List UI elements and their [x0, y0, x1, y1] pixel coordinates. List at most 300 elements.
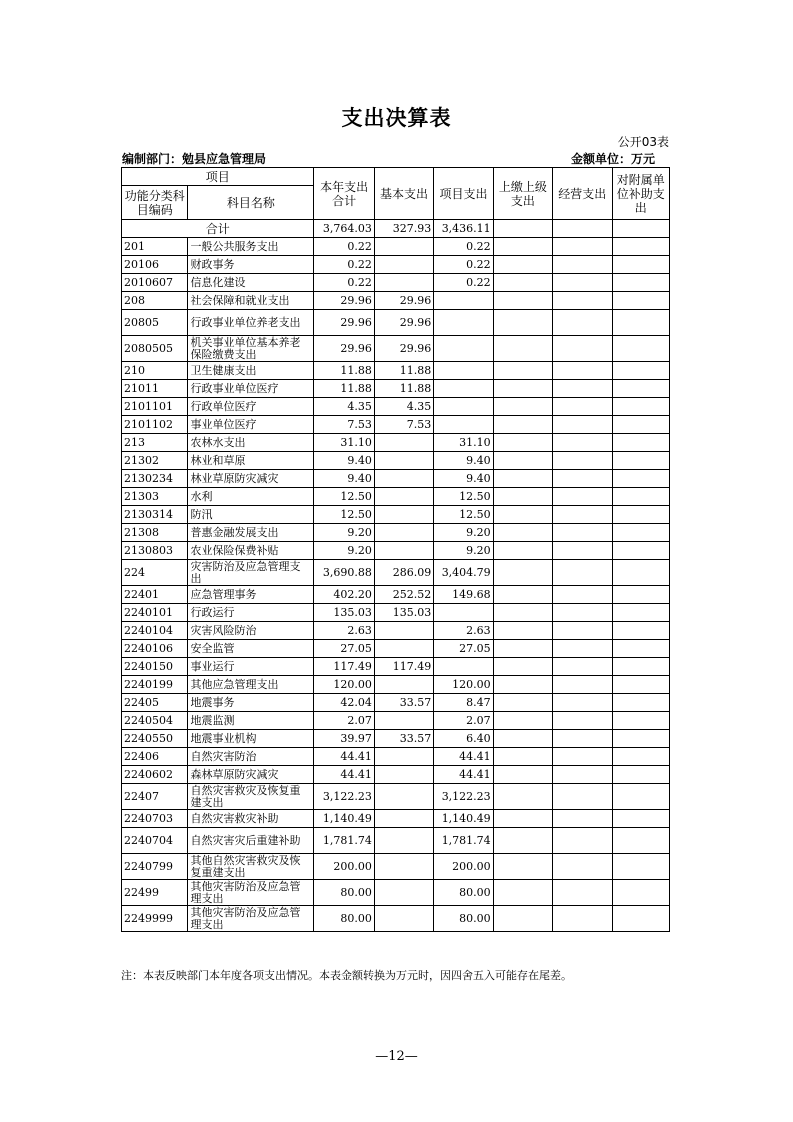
row-code: 210	[122, 362, 188, 380]
row-total: 29.96	[314, 292, 374, 310]
row-project: 120.00	[434, 676, 493, 694]
row-subsidy	[612, 274, 669, 292]
row-business	[553, 748, 612, 766]
row-subsidy	[612, 310, 669, 336]
row-total: 27.05	[314, 640, 374, 658]
row-basic: 33.57	[374, 730, 433, 748]
row-name: 林业和草原	[188, 452, 314, 470]
row-total: 9.20	[314, 542, 374, 560]
table-row	[122, 292, 670, 310]
row-basic	[374, 470, 433, 488]
row-project	[434, 292, 493, 310]
row-basic	[374, 238, 433, 256]
row-code: 22407	[122, 784, 188, 810]
row-basic: 286.09	[374, 560, 433, 586]
row-subsidy	[612, 470, 669, 488]
row-basic: 135.03	[374, 604, 433, 622]
table-row	[122, 880, 670, 906]
row-subsidy	[612, 694, 669, 712]
row-code: 21303	[122, 488, 188, 506]
row-name: 农林水支出	[188, 434, 314, 452]
row-project: 1,140.49	[434, 810, 493, 828]
row-upper	[493, 336, 552, 362]
row-name: 应急管理事务	[188, 586, 314, 604]
header-subsidy: 对附属单位补助支出	[612, 168, 669, 220]
row-business	[553, 542, 612, 560]
row-basic	[374, 622, 433, 640]
row-name: 灾害防治及应急管理支出	[188, 560, 314, 586]
row-total: 80.00	[314, 906, 374, 932]
row-total: 135.03	[314, 604, 374, 622]
row-name: 灾害风险防治	[188, 622, 314, 640]
row-name: 地震监测	[188, 712, 314, 730]
row-subsidy	[612, 676, 669, 694]
table-row	[122, 470, 670, 488]
row-project: 80.00	[434, 880, 493, 906]
row-total: 1,781.74	[314, 828, 374, 854]
row-code: 2101102	[122, 416, 188, 434]
header-upper: 上缴上级支出	[493, 168, 552, 220]
row-name: 社会保障和就业支出	[188, 292, 314, 310]
expenditure-table	[121, 167, 670, 932]
row-project: 31.10	[434, 434, 493, 452]
row-code: 2240106	[122, 640, 188, 658]
row-total: 0.22	[314, 238, 374, 256]
row-upper	[493, 416, 552, 434]
row-basic	[374, 256, 433, 274]
table-row	[122, 828, 670, 854]
row-name: 行政事业单位养老支出	[188, 310, 314, 336]
row-business	[553, 640, 612, 658]
row-basic: 4.35	[374, 398, 433, 416]
row-subsidy	[612, 416, 669, 434]
total-upper	[493, 220, 552, 238]
total-subsidy	[612, 220, 669, 238]
row-basic	[374, 766, 433, 784]
row-total: 120.00	[314, 676, 374, 694]
row-total: 11.88	[314, 380, 374, 398]
row-business	[553, 828, 612, 854]
row-basic	[374, 488, 433, 506]
table-row	[122, 524, 670, 542]
row-code: 2240199	[122, 676, 188, 694]
row-name: 自然灾害灾后重建补助	[188, 828, 314, 854]
row-business	[553, 622, 612, 640]
row-business	[553, 854, 612, 880]
row-project: 6.40	[434, 730, 493, 748]
row-total: 4.35	[314, 398, 374, 416]
row-name: 自然灾害防治	[188, 748, 314, 766]
row-basic: 7.53	[374, 416, 433, 434]
row-project: 9.20	[434, 542, 493, 560]
row-upper	[493, 640, 552, 658]
row-basic: 11.88	[374, 362, 433, 380]
row-project	[434, 380, 493, 398]
row-total: 2.63	[314, 622, 374, 640]
row-upper	[493, 452, 552, 470]
row-upper	[493, 398, 552, 416]
table-row	[122, 380, 670, 398]
row-project: 149.68	[434, 586, 493, 604]
row-project	[434, 398, 493, 416]
row-code: 20106	[122, 256, 188, 274]
row-code: 2249999	[122, 906, 188, 932]
row-project: 9.40	[434, 452, 493, 470]
row-total: 44.41	[314, 748, 374, 766]
row-total: 3,122.23	[314, 784, 374, 810]
row-business	[553, 452, 612, 470]
row-subsidy	[612, 906, 669, 932]
table-row	[122, 256, 670, 274]
row-total: 44.41	[314, 766, 374, 784]
row-basic: 252.52	[374, 586, 433, 604]
total-amount: 3,764.03	[314, 220, 374, 238]
row-business	[553, 712, 612, 730]
row-subsidy	[612, 380, 669, 398]
row-project	[434, 604, 493, 622]
table-row	[122, 434, 670, 452]
row-name: 行政运行	[188, 604, 314, 622]
row-basic	[374, 748, 433, 766]
row-basic	[374, 506, 433, 524]
row-total: 402.20	[314, 586, 374, 604]
row-upper	[493, 712, 552, 730]
row-total: 42.04	[314, 694, 374, 712]
row-upper	[493, 506, 552, 524]
row-project: 1,781.74	[434, 828, 493, 854]
row-upper	[493, 238, 552, 256]
row-business	[553, 784, 612, 810]
row-name: 自然灾害救灾补助	[188, 810, 314, 828]
row-subsidy	[612, 586, 669, 604]
row-total: 7.53	[314, 416, 374, 434]
table-row	[122, 560, 670, 586]
row-upper	[493, 622, 552, 640]
table-row	[122, 622, 670, 640]
row-upper	[493, 658, 552, 676]
table-row	[122, 542, 670, 560]
row-subsidy	[612, 560, 669, 586]
row-upper	[493, 524, 552, 542]
row-business	[553, 658, 612, 676]
total-project: 3,436.11	[434, 220, 493, 238]
row-name: 普惠金融发展支出	[188, 524, 314, 542]
table-row	[122, 452, 670, 470]
total-row	[122, 220, 670, 238]
row-subsidy	[612, 748, 669, 766]
row-business	[553, 560, 612, 586]
row-project: 9.20	[434, 524, 493, 542]
row-business	[553, 238, 612, 256]
row-business	[553, 880, 612, 906]
row-basic: 29.96	[374, 310, 433, 336]
row-name: 农业保险保费补贴	[188, 542, 314, 560]
row-business	[553, 488, 612, 506]
row-name: 森林草原防灾减灾	[188, 766, 314, 784]
table-row	[122, 604, 670, 622]
row-total: 9.40	[314, 470, 374, 488]
row-project	[434, 658, 493, 676]
row-basic	[374, 452, 433, 470]
row-subsidy	[612, 506, 669, 524]
row-code: 2130803	[122, 542, 188, 560]
row-name: 其他灾害防治及应急管理支出	[188, 880, 314, 906]
row-upper	[493, 560, 552, 586]
row-total: 0.22	[314, 256, 374, 274]
table-row	[122, 712, 670, 730]
row-code: 22499	[122, 880, 188, 906]
row-basic	[374, 712, 433, 730]
row-code: 2240104	[122, 622, 188, 640]
row-subsidy	[612, 854, 669, 880]
row-subsidy	[612, 880, 669, 906]
row-name: 其他自然灾害救灾及恢复重建支出	[188, 854, 314, 880]
row-code: 22406	[122, 748, 188, 766]
row-business	[553, 506, 612, 524]
table-row	[122, 274, 670, 292]
row-total: 29.96	[314, 336, 374, 362]
row-business	[553, 766, 612, 784]
row-subsidy	[612, 542, 669, 560]
row-subsidy	[612, 336, 669, 362]
row-subsidy	[612, 810, 669, 828]
row-upper	[493, 542, 552, 560]
table-row	[122, 854, 670, 880]
row-basic: 11.88	[374, 380, 433, 398]
row-upper	[493, 880, 552, 906]
row-name: 卫生健康支出	[188, 362, 314, 380]
row-code: 2130314	[122, 506, 188, 524]
row-basic: 29.96	[374, 336, 433, 362]
row-name: 一般公共服务支出	[188, 238, 314, 256]
row-code: 21011	[122, 380, 188, 398]
row-name: 事业单位医疗	[188, 416, 314, 434]
row-total: 200.00	[314, 854, 374, 880]
row-name: 地震事业机构	[188, 730, 314, 748]
table-row	[122, 676, 670, 694]
row-total: 1,140.49	[314, 810, 374, 828]
row-subsidy	[612, 362, 669, 380]
row-upper	[493, 256, 552, 274]
row-total: 0.22	[314, 274, 374, 292]
row-basic	[374, 640, 433, 658]
row-business	[553, 730, 612, 748]
row-upper	[493, 748, 552, 766]
total-basic: 327.93	[374, 220, 433, 238]
row-total: 11.88	[314, 362, 374, 380]
row-project: 3,122.23	[434, 784, 493, 810]
row-business	[553, 604, 612, 622]
row-project: 80.00	[434, 906, 493, 932]
row-subsidy	[612, 604, 669, 622]
row-basic	[374, 274, 433, 292]
row-name: 行政单位医疗	[188, 398, 314, 416]
row-total: 117.49	[314, 658, 374, 676]
table-row	[122, 416, 670, 434]
row-subsidy	[612, 452, 669, 470]
row-project: 2.63	[434, 622, 493, 640]
form-number: 公开03表	[617, 135, 669, 149]
row-basic	[374, 434, 433, 452]
row-business	[553, 694, 612, 712]
header-project: 项目支出	[434, 168, 493, 220]
row-code: 201	[122, 238, 188, 256]
row-basic	[374, 542, 433, 560]
row-upper	[493, 810, 552, 828]
header-basic: 基本支出	[374, 168, 433, 220]
table-row	[122, 658, 670, 676]
row-name: 地震事务	[188, 694, 314, 712]
row-business	[553, 274, 612, 292]
table-row	[122, 640, 670, 658]
row-subsidy	[612, 712, 669, 730]
table-row	[122, 310, 670, 336]
row-name: 水利	[188, 488, 314, 506]
amount-unit: 金额单位：万元	[570, 152, 655, 166]
row-upper	[493, 784, 552, 810]
row-business	[553, 434, 612, 452]
row-project	[434, 362, 493, 380]
table-row	[122, 810, 670, 828]
row-code: 2130234	[122, 470, 188, 488]
row-name: 林业草原防灾减灾	[188, 470, 314, 488]
row-subsidy	[612, 398, 669, 416]
row-name: 机关事业单位基本养老保险缴费支出	[188, 336, 314, 362]
row-total: 3,690.88	[314, 560, 374, 586]
row-name: 信息化建设	[188, 274, 314, 292]
table-row	[122, 784, 670, 810]
row-basic	[374, 784, 433, 810]
row-subsidy	[612, 292, 669, 310]
row-basic	[374, 524, 433, 542]
row-upper	[493, 676, 552, 694]
row-project: 0.22	[434, 274, 493, 292]
row-name: 行政事业单位医疗	[188, 380, 314, 398]
row-business	[553, 586, 612, 604]
table-row	[122, 336, 670, 362]
row-total: 9.40	[314, 452, 374, 470]
row-subsidy	[612, 622, 669, 640]
row-code: 2240504	[122, 712, 188, 730]
header-code: 功能分类科目编码	[122, 186, 188, 220]
row-name: 安全监管	[188, 640, 314, 658]
row-project	[434, 416, 493, 434]
row-project: 44.41	[434, 748, 493, 766]
row-upper	[493, 604, 552, 622]
row-upper	[493, 906, 552, 932]
row-business	[553, 362, 612, 380]
row-subsidy	[612, 730, 669, 748]
row-total: 29.96	[314, 310, 374, 336]
table-row	[122, 748, 670, 766]
row-upper	[493, 828, 552, 854]
row-code: 2240602	[122, 766, 188, 784]
row-basic: 117.49	[374, 658, 433, 676]
row-code: 20805	[122, 310, 188, 336]
row-code: 2240150	[122, 658, 188, 676]
page-number: —12—	[375, 1049, 418, 1064]
total-business	[553, 220, 612, 238]
row-subsidy	[612, 784, 669, 810]
compiling-department: 编制部门：勉县应急管理局	[122, 152, 267, 166]
row-basic	[374, 676, 433, 694]
row-code: 2240101	[122, 604, 188, 622]
row-basic	[374, 854, 433, 880]
row-total: 9.20	[314, 524, 374, 542]
row-project: 0.22	[434, 256, 493, 274]
row-code: 208	[122, 292, 188, 310]
row-name: 自然灾害救灾及恢复重建支出	[188, 784, 314, 810]
page-title: 支出决算表	[341, 106, 452, 130]
row-project: 2.07	[434, 712, 493, 730]
table-row	[122, 506, 670, 524]
row-project	[434, 336, 493, 362]
row-subsidy	[612, 828, 669, 854]
row-subsidy	[612, 488, 669, 506]
table-row	[122, 694, 670, 712]
row-project: 12.50	[434, 488, 493, 506]
row-upper	[493, 694, 552, 712]
row-business	[553, 336, 612, 362]
row-business	[553, 310, 612, 336]
row-code: 21302	[122, 452, 188, 470]
row-subsidy	[612, 658, 669, 676]
row-subsidy	[612, 766, 669, 784]
row-basic: 33.57	[374, 694, 433, 712]
row-code: 2240704	[122, 828, 188, 854]
table-row	[122, 238, 670, 256]
row-project: 12.50	[434, 506, 493, 524]
header-name: 科目名称	[188, 186, 314, 220]
row-basic	[374, 828, 433, 854]
row-business	[553, 292, 612, 310]
row-business	[553, 256, 612, 274]
row-total: 80.00	[314, 880, 374, 906]
row-upper	[493, 434, 552, 452]
table-row	[122, 398, 670, 416]
row-total: 39.97	[314, 730, 374, 748]
row-total: 12.50	[314, 506, 374, 524]
header-item: 项目	[122, 168, 314, 186]
row-code: 2080505	[122, 336, 188, 362]
table-row	[122, 488, 670, 506]
row-project: 8.47	[434, 694, 493, 712]
row-upper	[493, 854, 552, 880]
row-project	[434, 310, 493, 336]
row-total: 12.50	[314, 488, 374, 506]
row-project: 44.41	[434, 766, 493, 784]
row-total: 31.10	[314, 434, 374, 452]
row-code: 2010607	[122, 274, 188, 292]
row-project: 9.40	[434, 470, 493, 488]
row-basic	[374, 906, 433, 932]
row-project: 27.05	[434, 640, 493, 658]
row-upper	[493, 730, 552, 748]
row-upper	[493, 310, 552, 336]
row-upper	[493, 380, 552, 398]
header-total: 本年支出合计	[314, 168, 374, 220]
row-business	[553, 906, 612, 932]
row-code: 224	[122, 560, 188, 586]
row-subsidy	[612, 238, 669, 256]
header-business: 经营支出	[553, 168, 612, 220]
table-note: 注：本表反映部门本年度各项支出情况。本表金额转换为万元时，因四舍五入可能存在尾差。	[121, 969, 572, 982]
table-row	[122, 766, 670, 784]
row-name: 其他应急管理支出	[188, 676, 314, 694]
row-business	[553, 676, 612, 694]
row-upper	[493, 362, 552, 380]
row-code: 22401	[122, 586, 188, 604]
